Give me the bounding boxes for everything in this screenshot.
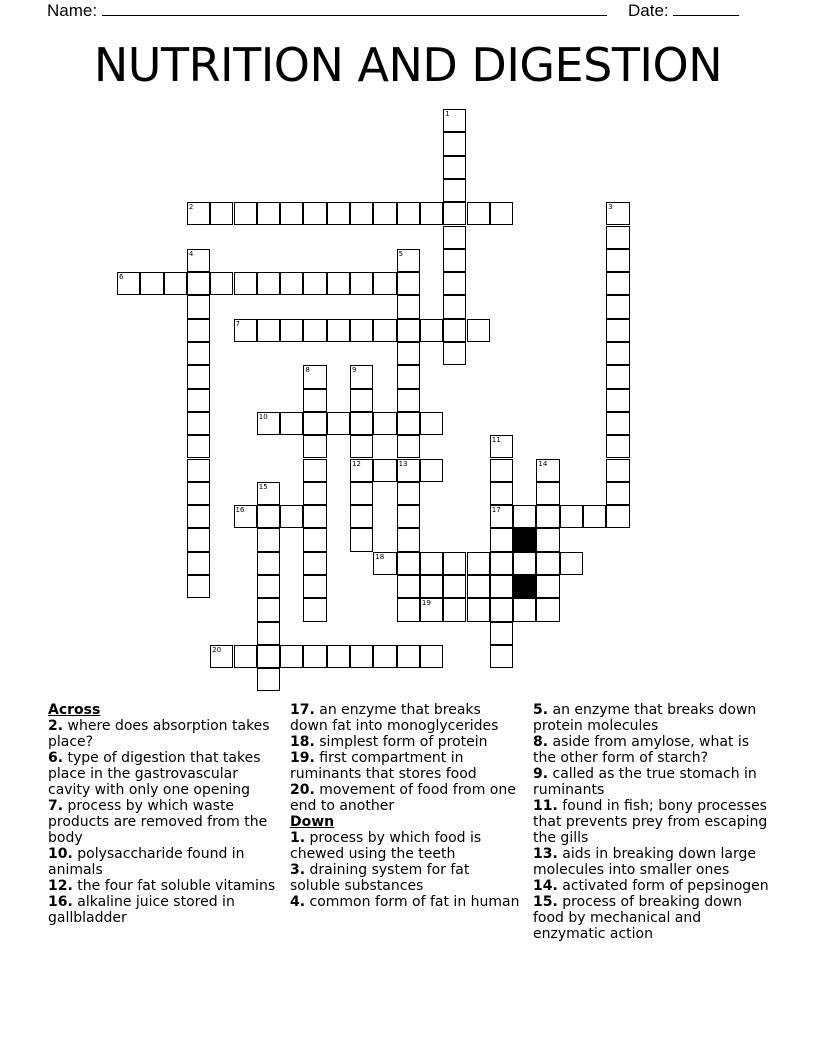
clues-column-3 [533,702,773,942]
clue-number-label: 17. [290,702,315,718]
clue-item [533,878,773,894]
grid-cell[interactable] [467,319,490,342]
clues-column-2 [290,702,520,910]
clue-item [290,830,520,862]
grid-cell[interactable] [303,482,326,505]
clue-item [290,782,520,814]
grid-cell[interactable] [397,412,420,435]
grid-cell[interactable] [303,412,326,435]
grid-cell[interactable] [560,505,583,528]
grid-cell[interactable] [606,389,629,412]
grid-cell[interactable] [373,459,396,482]
clue-number-label: 19. [290,750,315,766]
clue-text: type of digestion that takes place in the gastrovascular cavity with only one opening [48,750,261,798]
grid-cell[interactable] [420,459,443,482]
clue-text: found in fish; bony processes that prevents prey from escaping the gills [533,798,768,846]
grid-cell[interactable] [187,459,210,482]
clue-text: draining system for fat soluble substances [290,862,470,894]
grid-cell[interactable] [467,598,490,621]
grid-cell[interactable] [490,482,513,505]
grid-cell[interactable] [467,202,490,225]
clue-item [48,894,276,926]
clue-number-label: 5. [533,702,549,718]
grid-cell[interactable] [397,389,420,412]
grid-cell[interactable] [350,435,373,458]
clue-item [290,702,520,734]
clue-item [533,846,773,878]
clue-text: polysaccharide found in animals [48,846,245,878]
grid-cell[interactable] [187,365,210,388]
clue-item [533,798,773,846]
grid-cell[interactable] [490,528,513,551]
grid-cell[interactable] [350,272,373,295]
grid-cell[interactable] [234,645,257,668]
clue-number: 3 [608,203,613,212]
clue-number: 5 [398,249,404,258]
grid-cell[interactable] [303,575,326,598]
clue-number: 18 [375,552,385,561]
grid-cell[interactable] [187,272,210,295]
clue-number-label: 7. [48,798,64,814]
across-heading: Across [48,702,101,718]
clue-number-label: 3. [290,862,306,878]
grid-cell[interactable] [257,272,280,295]
grid-cell[interactable] [443,552,466,575]
grid-cell[interactable] [187,319,210,342]
grid-cell[interactable] [513,552,536,575]
grid-cell[interactable] [350,505,373,528]
grid-cell[interactable] [490,598,513,621]
grid-cell[interactable] [164,272,187,295]
grid-cell[interactable] [397,435,420,458]
grid-cell[interactable] [397,575,420,598]
clue-text: movement of food from one end to another [290,782,516,814]
grid-cell[interactable] [210,202,233,225]
clue-text: first compartment in ruminants that stores food [290,750,477,782]
grid-cell[interactable] [490,552,513,575]
grid-cell[interactable] [257,575,280,598]
grid-cell[interactable] [397,482,420,505]
grid-cell[interactable] [420,575,443,598]
grid-cell[interactable] [397,342,420,365]
grid-cell[interactable] [280,319,303,342]
grid-cell[interactable] [350,412,373,435]
grid-cell[interactable] [303,505,326,528]
grid-cell[interactable] [397,552,420,575]
grid-cell[interactable] [490,575,513,598]
grid-cell[interactable] [490,459,513,482]
clue-number-label: 8. [533,734,549,750]
clue-number: 9 [352,366,357,375]
grid-cell[interactable] [280,645,303,668]
grid-cell[interactable] [420,319,443,342]
clue-number: 4 [188,249,194,258]
clue-number-label: 4. [290,894,306,910]
grid-cell[interactable] [187,482,210,505]
grid-cell[interactable] [606,295,629,318]
clue-number-label: 12. [48,878,73,894]
clue-item [48,718,276,750]
clue-number-label: 15. [533,894,558,910]
grid-cell[interactable] [373,319,396,342]
grid-cell[interactable] [373,202,396,225]
grid-cell[interactable] [303,389,326,412]
grid-cell[interactable] [257,505,280,528]
clue-text: where does absorption takes place? [48,718,270,750]
grid-cell[interactable] [443,132,466,155]
clue-item [533,734,773,766]
grid-cell[interactable] [303,598,326,621]
clue-text: process by which food is chewed using the teeth [290,830,482,862]
clue-text: common form of fat in human [305,894,520,910]
clue-number-label: 11. [533,798,558,814]
grid-cell[interactable] [606,459,629,482]
grid-cell[interactable] [583,505,606,528]
grid-cell[interactable] [187,528,210,551]
clue-text: an enzyme that breaks down fat into monoglycerides [290,702,499,734]
clue-text: process by which waste products are removed from the body [48,798,268,846]
clue-number: 11 [491,436,501,445]
grid-cell[interactable] [234,272,257,295]
grid-cell[interactable] [373,272,396,295]
grid-cell[interactable] [606,505,629,528]
clue-text: aids in breaking down large molecules into smaller ones [533,846,757,878]
grid-cell[interactable] [303,459,326,482]
clue-item [290,750,520,782]
clue-number-label: 1. [290,830,306,846]
date-label: Date: [628,1,669,20]
clue-item [533,702,773,734]
grid-cell[interactable] [467,552,490,575]
clue-number: 2 [188,203,194,212]
clue-number: 20 [212,645,222,654]
grid-cell[interactable] [443,295,466,318]
clue-number-label: 10. [48,846,73,862]
grid-cell[interactable] [350,528,373,551]
clues-column-1 [48,702,276,926]
grid-cell[interactable] [606,435,629,458]
grid-cell[interactable] [397,295,420,318]
grid-cell[interactable] [420,412,443,435]
grid-cell[interactable] [443,249,466,272]
grid-cell[interactable] [536,528,559,551]
grid-cell[interactable] [513,505,536,528]
grid-cell[interactable] [187,389,210,412]
grid-cell[interactable] [327,202,350,225]
clue-number: 19 [421,599,431,608]
grid-cell[interactable] [443,156,466,179]
clue-item [48,798,276,846]
grid-cell[interactable] [513,598,536,621]
grid-cell[interactable] [257,645,280,668]
clue-number: 6 [119,273,124,282]
grid-cell[interactable] [443,319,466,342]
grid-cell[interactable] [606,249,629,272]
clue-item [290,894,520,910]
grid-cell[interactable] [443,272,466,295]
grid-cell[interactable] [397,598,420,621]
grid-cell[interactable] [467,575,490,598]
grid-cell[interactable] [606,342,629,365]
grid-cell[interactable] [536,482,559,505]
grid-cell[interactable] [397,505,420,528]
clue-text: the four fat soluble vitamins [72,878,276,894]
clue-number: 12 [352,459,361,468]
grid-cell[interactable] [420,552,443,575]
grid-cell[interactable] [280,202,303,225]
grid-cell[interactable] [140,272,163,295]
clue-text: alkaline juice stored in gallbladder [48,894,235,926]
clue-number-label: 13. [533,846,558,862]
grid-cell[interactable] [373,412,396,435]
clue-text: an enzyme that breaks down protein molecules [533,702,757,734]
grid-cell[interactable] [257,202,280,225]
grid-cell[interactable] [303,528,326,551]
grid-cell[interactable] [536,575,559,598]
grid-cell[interactable] [257,668,280,691]
grid-cell[interactable] [210,272,233,295]
grid-cell[interactable] [327,319,350,342]
grid-cell[interactable] [257,552,280,575]
grid-cell[interactable] [257,528,280,551]
black-cell [513,528,536,551]
grid-cell[interactable] [187,575,210,598]
grid-cell[interactable] [350,202,373,225]
grid-cell[interactable] [350,482,373,505]
clue-number: 14 [538,459,548,468]
clue-item [48,878,276,894]
clue-item [48,846,276,878]
clue-number-label: 20. [290,782,315,798]
down-heading: Down [290,814,335,830]
clue-text: simplest form of protein [314,734,488,750]
grid-cell[interactable] [303,645,326,668]
clue-item [533,894,773,942]
grid-cell[interactable] [280,272,303,295]
grid-cell[interactable] [327,645,350,668]
clue-number-label: 14. [533,878,558,894]
grid-cell[interactable] [397,365,420,388]
grid-cell[interactable] [350,645,373,668]
grid-cell[interactable] [606,482,629,505]
grid-cell[interactable] [490,202,513,225]
grid-cell[interactable] [257,319,280,342]
grid-cell[interactable] [536,552,559,575]
clue-number-label: 2. [48,718,64,734]
grid-cell[interactable] [350,319,373,342]
clue-item [48,750,276,798]
clue-text: process of breaking down food by mechanical and enzymatic action [533,894,742,942]
grid-cell[interactable] [187,435,210,458]
grid-cell[interactable] [187,552,210,575]
grid-cell[interactable] [303,435,326,458]
grid-cell[interactable] [280,505,303,528]
grid-cell[interactable] [536,505,559,528]
grid-cell[interactable] [187,505,210,528]
clue-number: 1 [445,110,450,118]
grid-cell[interactable] [443,226,466,249]
grid-cell[interactable] [187,295,210,318]
grid-cell[interactable] [303,552,326,575]
grid-cell[interactable] [303,272,326,295]
grid-cell[interactable] [490,622,513,645]
clue-item [533,766,773,798]
grid-cell[interactable] [350,389,373,412]
grid-cell[interactable] [560,552,583,575]
grid-cell[interactable] [303,202,326,225]
grid-cell[interactable] [257,598,280,621]
grid-cell[interactable] [606,319,629,342]
clue-number: 17 [491,506,501,515]
grid-cell[interactable] [443,179,466,202]
clue-number-label: 18. [290,734,315,750]
clue-text: activated form of pepsinogen [557,878,769,894]
grid-cell[interactable] [187,412,210,435]
clue-number-label: 6. [48,750,64,766]
page-title: NUTRITION AND DIGESTION [93,38,723,92]
clue-number: 10 [258,412,268,421]
clue-text: aside from amylose, what is the other form of starch? [533,734,750,766]
grid-cell[interactable] [420,202,443,225]
grid-cell[interactable] [420,645,443,668]
grid-cell[interactable] [606,365,629,388]
grid-cell[interactable] [397,645,420,668]
grid-cell[interactable] [373,645,396,668]
grid-cell[interactable] [606,272,629,295]
grid-cell[interactable] [443,342,466,365]
grid-cell[interactable] [443,202,466,225]
grid-cell[interactable] [327,272,350,295]
clue-item [290,734,520,750]
grid-cell[interactable] [443,575,466,598]
name-label: Name: [47,1,98,20]
grid-cell[interactable] [257,622,280,645]
grid-cell[interactable] [397,202,420,225]
grid-cell[interactable] [606,412,629,435]
grid-cell[interactable] [187,342,210,365]
clue-number: 13 [398,459,408,468]
clue-number: 8 [305,366,310,375]
grid-cell[interactable] [536,598,559,621]
clue-number-label: 16. [48,894,73,910]
grid-cell[interactable] [443,598,466,621]
grid-cell[interactable] [280,412,303,435]
grid-cell[interactable] [327,412,350,435]
clue-number: 15 [258,482,268,491]
grid-cell[interactable] [234,202,257,225]
black-cell [513,575,536,598]
grid-cell[interactable] [397,319,420,342]
grid-cell[interactable] [303,319,326,342]
grid-cell[interactable] [490,645,513,668]
clue-text: called as the true stomach in ruminants [533,766,757,798]
grid-cell[interactable] [397,272,420,295]
clue-number: 16 [235,506,245,515]
clue-number-label: 9. [533,766,549,782]
clue-item [290,862,520,894]
grid-cell[interactable] [606,226,629,249]
clue-number: 7 [235,319,240,328]
grid-cell[interactable] [397,528,420,551]
